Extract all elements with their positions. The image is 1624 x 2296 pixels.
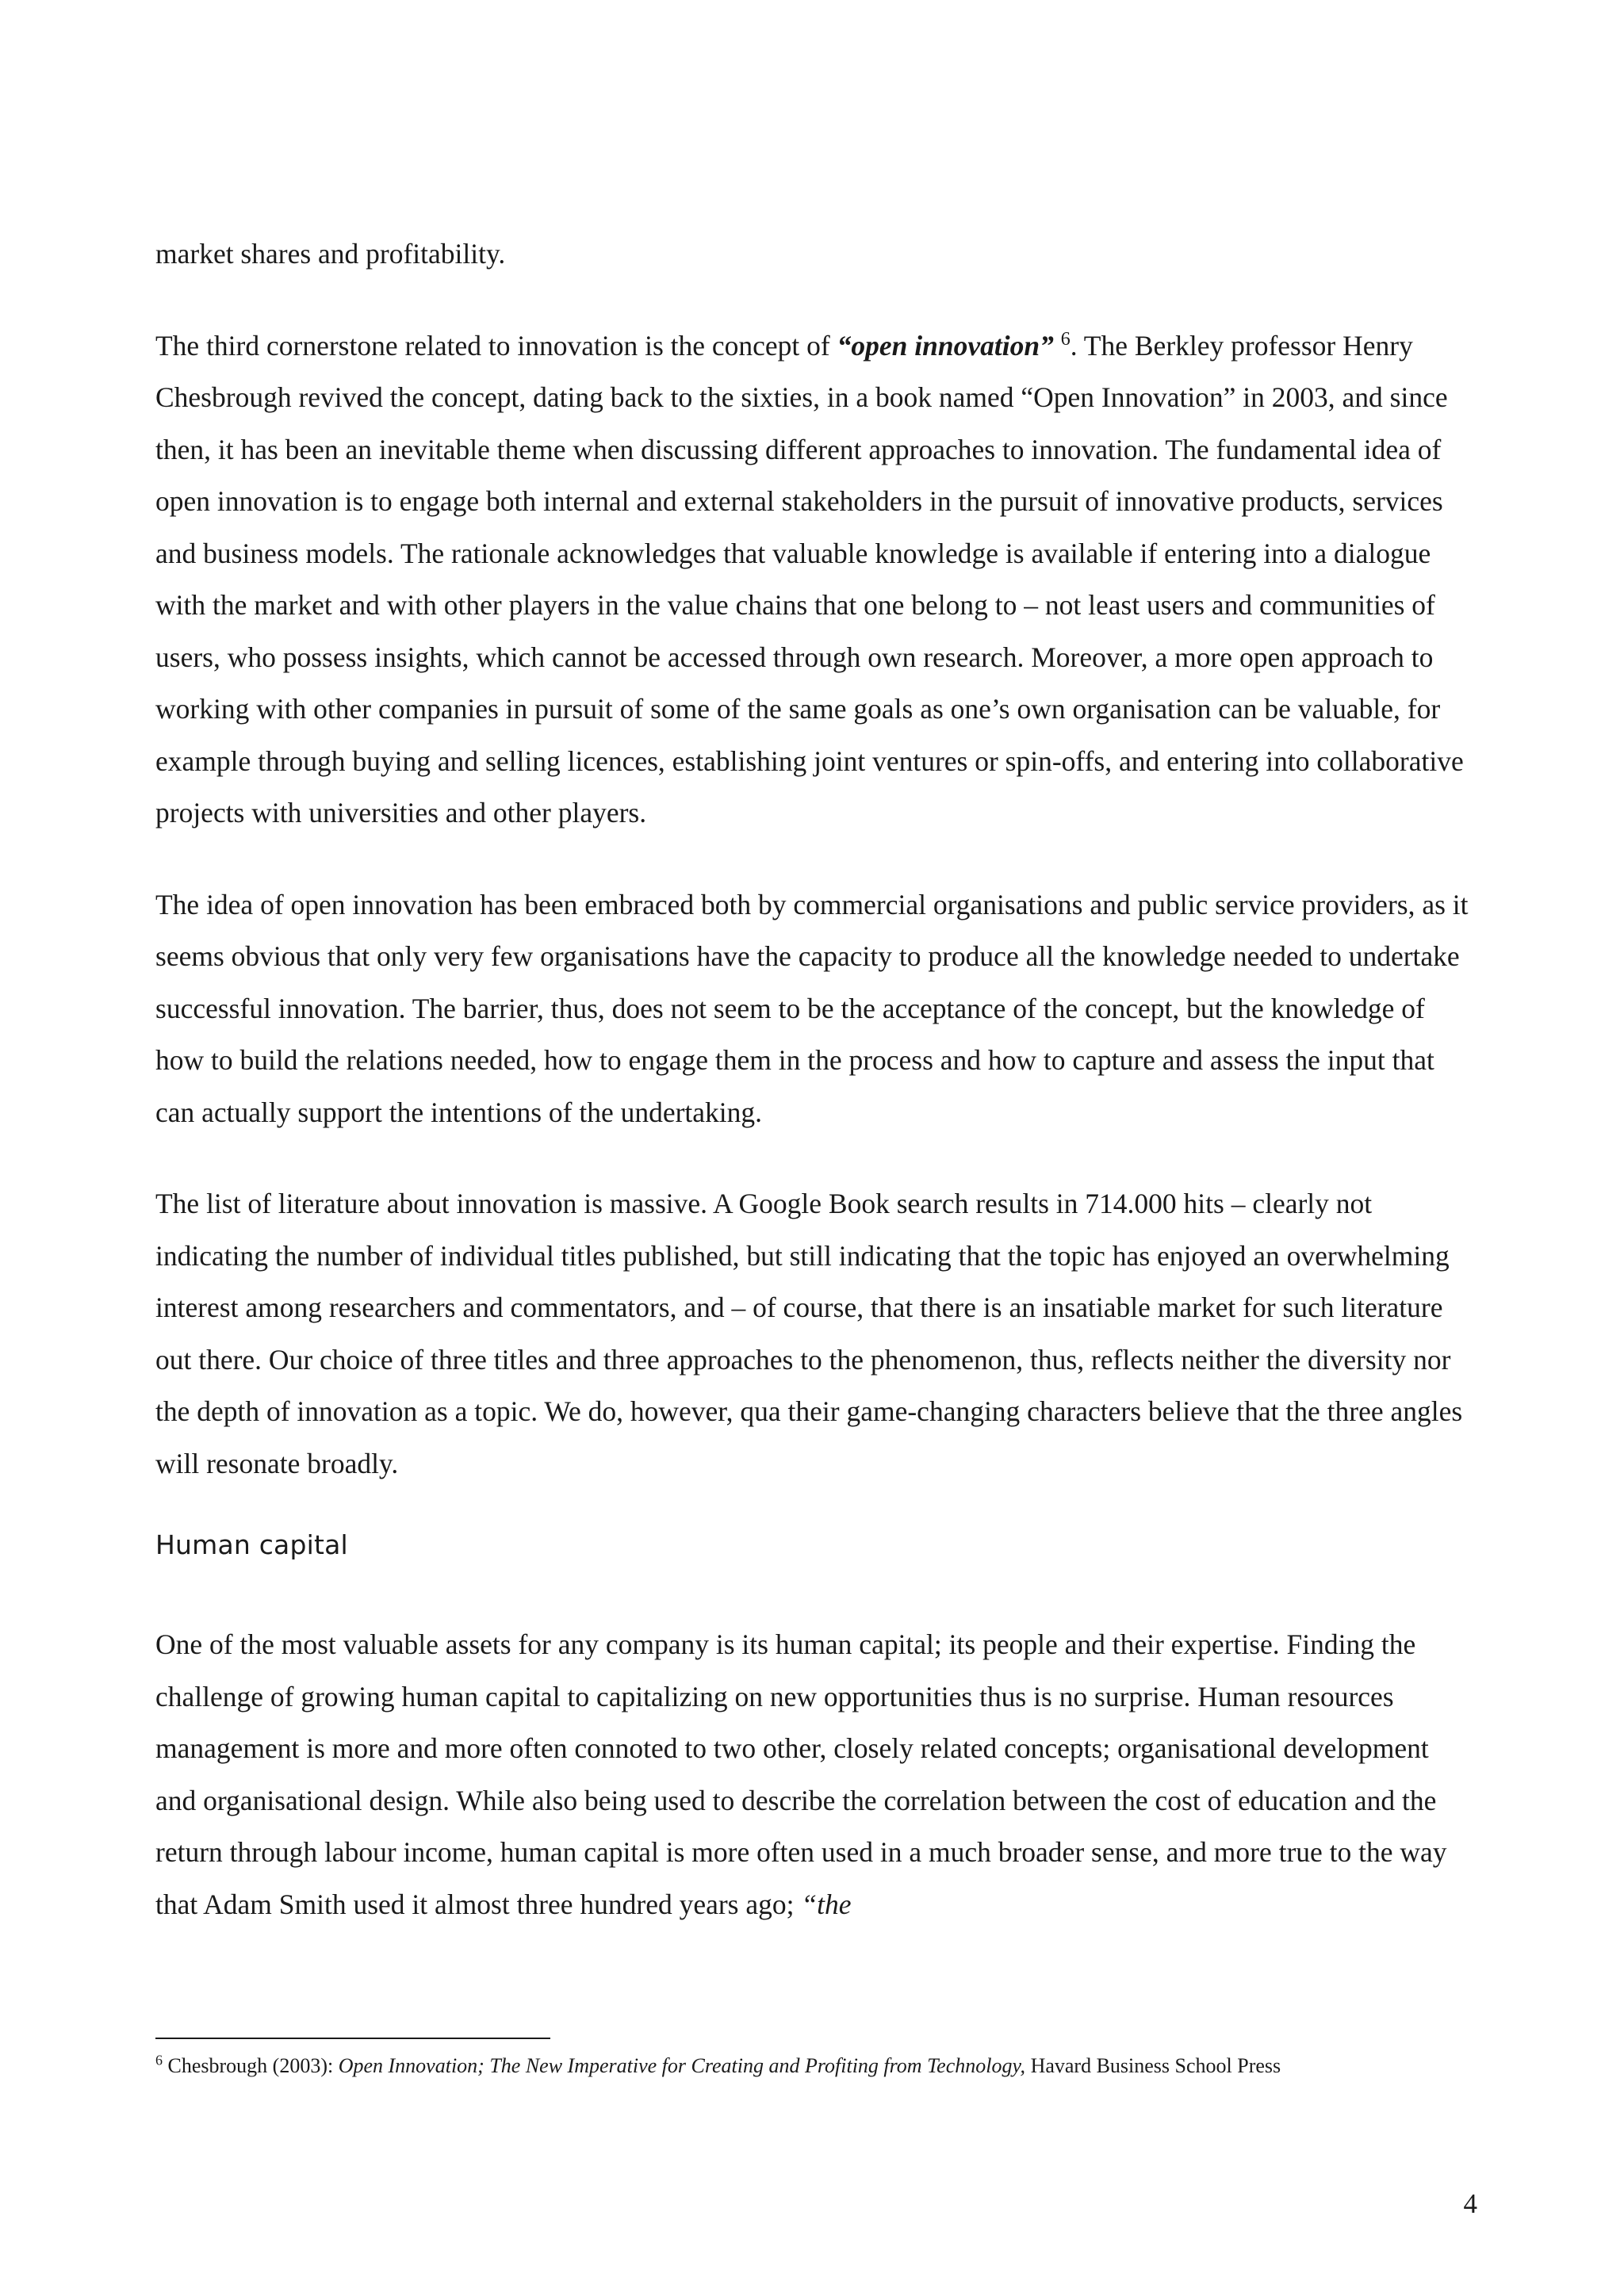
- page-number: 4: [1463, 2188, 1477, 2219]
- paragraph: [155, 879, 1472, 1139]
- paragraph: [155, 320, 1472, 840]
- paragraph: [155, 228, 1472, 281]
- page-body: [155, 228, 1472, 1970]
- footnote-separator: [155, 2038, 550, 2039]
- emphasized-term: “open innovation”: [837, 329, 1054, 362]
- footnote-reference[interactable]: 6: [1060, 328, 1071, 350]
- paragraph-text: One of the most valuable assets for any company is its human capital; its people and their expertise. Finding the challenge of growing human capital to capitalizing on new opportunities thus is no surprise. Human resources management is more and more often connoted to two other, closely related concepts; organisational development and organisational design. While also being used to describe the correlation between the cost of education and the return through labour income, human capital is more often used in a much broader sense, and more true to the way that Adam Smith used it almost three hundred years ago;: [155, 1628, 1447, 1920]
- footnote-author: Chesbrough (2003):: [163, 2054, 339, 2077]
- section-heading: Human capital: [155, 1529, 348, 1560]
- footnote: [155, 2052, 1503, 2080]
- italic-quote-start: “the: [801, 1888, 852, 1920]
- paragraph-text: The list of literature about innovation is massive. A Google Book search results in 714.000 hits – clearly not indicating the number of individual titles published, but still indicating that the topic has enjoyed an overwhelming interest among researchers and commentators, and – of course, that there is an insatiable market for such literature out there. Our choice of three titles and three approaches to the phenomenon, thus, reflects neither the diversity nor the depth of innovation as a topic. We do, however, qua their game-changing characters believe that the three angles will resonate broadly.: [155, 1188, 1463, 1479]
- paragraph-text: . The Berkley professor Henry Chesbrough revived the concept, dating back to the sixties, in a book named “Open Innovation” in 2003, and since then, it has been an inevitable theme when discussing different approaches to innovation. The fundamental idea of open innovation is to engage both internal and external stakeholders in the pursuit of innovative products, services and business models. The rationale acknowledges that valuable knowledge is available if entering into a dialogue with the market and with other players in the value chains that one belong to – not least users and communities of users, who possess insights, which cannot be accessed through own research. Moreover, a more open approach to working with other companies in pursuit of some of the same goals as one’s own organisation can be valuable, for example through buying and selling licences, establishing joint ventures or spin-offs, and entering into collaborative projects with universities and other players.: [155, 329, 1464, 828]
- paragraph-text: The idea of open innovation has been embraced both by commercial organisations and public service providers, as it seems obvious that only very few organisations have the capacity to produce all the knowledge needed to undertake successful innovation. The barrier, thus, does not seem to be the acceptance of the concept, but the knowledge of how to build the relations needed, how to engage them in the process and how to capture and assess the input that can actually support the intentions of the undertaking.: [155, 888, 1469, 1128]
- paragraph: [155, 1178, 1472, 1490]
- paragraph-text: The third cornerstone related to innovation is the concept of: [155, 329, 837, 362]
- footnote-number: 6: [155, 2052, 163, 2068]
- paragraph: [155, 1619, 1472, 1931]
- footnote-publisher: Havard Business School Press: [1025, 2054, 1281, 2077]
- footnote-title: Open Innovation; The New Imperative for Creating and Profiting from Technology,: [338, 2054, 1026, 2077]
- paragraph-text: market shares and profitability.: [155, 238, 506, 270]
